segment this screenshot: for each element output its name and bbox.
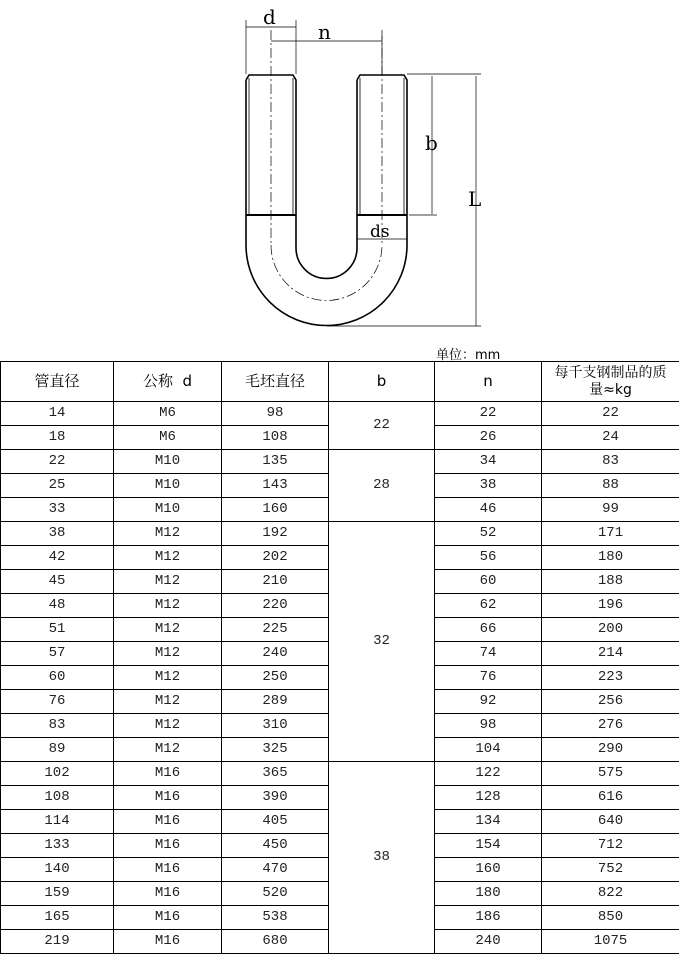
cell-nominal-d: M12 — [114, 594, 222, 618]
cell-mass: 752 — [542, 858, 679, 882]
cell-pipe-diameter: 33 — [1, 498, 114, 522]
cell-mass: 575 — [542, 762, 679, 786]
cell-mass: 223 — [542, 666, 679, 690]
cell-pipe-diameter: 219 — [1, 930, 114, 954]
cell-b: 28 — [329, 450, 435, 522]
cell-pipe-diameter: 140 — [1, 858, 114, 882]
header-pipe-diameter: 管直径 — [1, 362, 114, 402]
header-blank-diameter: 毛坯直径 — [222, 362, 329, 402]
cell-pipe-diameter: 159 — [1, 882, 114, 906]
cell-b: 32 — [329, 522, 435, 762]
cell-pipe-diameter: 48 — [1, 594, 114, 618]
cell-pipe-diameter: 102 — [1, 762, 114, 786]
cell-mass: 180 — [542, 546, 679, 570]
cell-n: 76 — [435, 666, 542, 690]
cell-n: 134 — [435, 810, 542, 834]
cell-pipe-diameter: 25 — [1, 474, 114, 498]
label-n: n — [318, 20, 331, 44]
cell-blank-diameter: 160 — [222, 498, 329, 522]
cell-n: 56 — [435, 546, 542, 570]
cell-n: 22 — [435, 402, 542, 426]
cell-mass: 171 — [542, 522, 679, 546]
header-mass-line1: 每千支钢制品的质 — [554, 364, 667, 381]
cell-blank-diameter: 680 — [222, 930, 329, 954]
cell-mass: 256 — [542, 690, 679, 714]
table-row — [1, 402, 679, 426]
cell-n: 92 — [435, 690, 542, 714]
cell-pipe-diameter: 22 — [1, 450, 114, 474]
cell-mass: 214 — [542, 642, 679, 666]
cell-nominal-d: M12 — [114, 714, 222, 738]
cell-n: 62 — [435, 594, 542, 618]
table-row — [1, 762, 679, 786]
cell-n: 34 — [435, 450, 542, 474]
cell-n: 180 — [435, 882, 542, 906]
cell-n: 104 — [435, 738, 542, 762]
cell-nominal-d: M12 — [114, 666, 222, 690]
cell-blank-diameter: 98 — [222, 402, 329, 426]
header-row — [1, 362, 679, 402]
cell-blank-diameter: 405 — [222, 810, 329, 834]
cell-n: 52 — [435, 522, 542, 546]
cell-nominal-d: M16 — [114, 930, 222, 954]
cell-mass: 276 — [542, 714, 679, 738]
header-mass — [542, 362, 679, 402]
cell-nominal-d: M10 — [114, 450, 222, 474]
cell-blank-diameter: 250 — [222, 666, 329, 690]
cell-pipe-diameter: 83 — [1, 714, 114, 738]
cell-nominal-d: M16 — [114, 882, 222, 906]
spec-table — [0, 361, 679, 954]
cell-mass: 850 — [542, 906, 679, 930]
cell-n: 26 — [435, 426, 542, 450]
cell-blank-diameter: 240 — [222, 642, 329, 666]
cell-blank-diameter: 210 — [222, 570, 329, 594]
unit-note: 单位：mm — [436, 348, 501, 363]
cell-n: 160 — [435, 858, 542, 882]
cell-nominal-d: M16 — [114, 762, 222, 786]
cell-mass: 200 — [542, 618, 679, 642]
cell-n: 240 — [435, 930, 542, 954]
cell-n: 154 — [435, 834, 542, 858]
cell-mass: 188 — [542, 570, 679, 594]
cell-n: 128 — [435, 786, 542, 810]
cell-nominal-d: M6 — [114, 402, 222, 426]
cell-pipe-diameter: 42 — [1, 546, 114, 570]
cell-blank-diameter: 192 — [222, 522, 329, 546]
cell-pipe-diameter: 38 — [1, 522, 114, 546]
cell-mass: 616 — [542, 786, 679, 810]
cell-pipe-diameter: 45 — [1, 570, 114, 594]
label-L: L — [468, 187, 482, 211]
cell-b: 38 — [329, 762, 435, 954]
cell-nominal-d: M16 — [114, 786, 222, 810]
cell-pipe-diameter: 76 — [1, 690, 114, 714]
header-b: b — [329, 362, 435, 402]
cell-n: 46 — [435, 498, 542, 522]
cell-mass: 22 — [542, 402, 679, 426]
cell-nominal-d: M16 — [114, 834, 222, 858]
cell-nominal-d: M12 — [114, 738, 222, 762]
cell-b: 22 — [329, 402, 435, 450]
cell-pipe-diameter: 114 — [1, 810, 114, 834]
cell-pipe-diameter: 89 — [1, 738, 114, 762]
cell-n: 186 — [435, 906, 542, 930]
cell-mass: 24 — [542, 426, 679, 450]
cell-blank-diameter: 225 — [222, 618, 329, 642]
cell-blank-diameter: 325 — [222, 738, 329, 762]
header-n: n — [435, 362, 542, 402]
cell-mass: 83 — [542, 450, 679, 474]
cell-blank-diameter: 289 — [222, 690, 329, 714]
cell-nominal-d: M10 — [114, 498, 222, 522]
cell-blank-diameter: 143 — [222, 474, 329, 498]
cell-pipe-diameter: 165 — [1, 906, 114, 930]
cell-mass: 712 — [542, 834, 679, 858]
cell-blank-diameter: 220 — [222, 594, 329, 618]
cell-blank-diameter: 470 — [222, 858, 329, 882]
cell-mass: 99 — [542, 498, 679, 522]
cell-nominal-d: M12 — [114, 522, 222, 546]
cell-blank-diameter: 520 — [222, 882, 329, 906]
cell-n: 74 — [435, 642, 542, 666]
cell-pipe-diameter: 14 — [1, 402, 114, 426]
cell-nominal-d: M10 — [114, 474, 222, 498]
u-bolt-drawing — [0, 0, 679, 340]
cell-nominal-d: M16 — [114, 858, 222, 882]
cell-nominal-d: M6 — [114, 426, 222, 450]
cell-nominal-d: M12 — [114, 570, 222, 594]
cell-mass: 196 — [542, 594, 679, 618]
cell-n: 98 — [435, 714, 542, 738]
cell-blank-diameter: 450 — [222, 834, 329, 858]
cell-nominal-d: M16 — [114, 810, 222, 834]
cell-pipe-diameter: 51 — [1, 618, 114, 642]
cell-n: 122 — [435, 762, 542, 786]
label-ds: ds — [370, 222, 390, 242]
cell-nominal-d: M12 — [114, 546, 222, 570]
label-d: d — [263, 5, 276, 29]
cell-pipe-diameter: 57 — [1, 642, 114, 666]
cell-nominal-d: M12 — [114, 690, 222, 714]
header-mass-line2: 量≈kg — [589, 381, 632, 398]
cell-blank-diameter: 365 — [222, 762, 329, 786]
cell-pipe-diameter: 108 — [1, 786, 114, 810]
cell-mass: 290 — [542, 738, 679, 762]
table-row — [1, 522, 679, 546]
cell-blank-diameter: 202 — [222, 546, 329, 570]
cell-nominal-d: M16 — [114, 906, 222, 930]
label-b: b — [425, 131, 438, 155]
cell-blank-diameter: 310 — [222, 714, 329, 738]
cell-mass: 640 — [542, 810, 679, 834]
cell-blank-diameter: 538 — [222, 906, 329, 930]
cell-pipe-diameter: 18 — [1, 426, 114, 450]
cell-nominal-d: M12 — [114, 642, 222, 666]
cell-n: 60 — [435, 570, 542, 594]
cell-pipe-diameter: 60 — [1, 666, 114, 690]
cell-nominal-d: M12 — [114, 618, 222, 642]
cell-blank-diameter: 108 — [222, 426, 329, 450]
cell-pipe-diameter: 133 — [1, 834, 114, 858]
header-nominal-d: 公称 d — [114, 362, 222, 402]
table-row — [1, 450, 679, 474]
cell-n: 38 — [435, 474, 542, 498]
cell-mass: 1075 — [542, 930, 679, 954]
cell-n: 66 — [435, 618, 542, 642]
cell-blank-diameter: 390 — [222, 786, 329, 810]
cell-mass: 822 — [542, 882, 679, 906]
table-body — [1, 402, 679, 954]
cell-blank-diameter: 135 — [222, 450, 329, 474]
cell-mass: 88 — [542, 474, 679, 498]
